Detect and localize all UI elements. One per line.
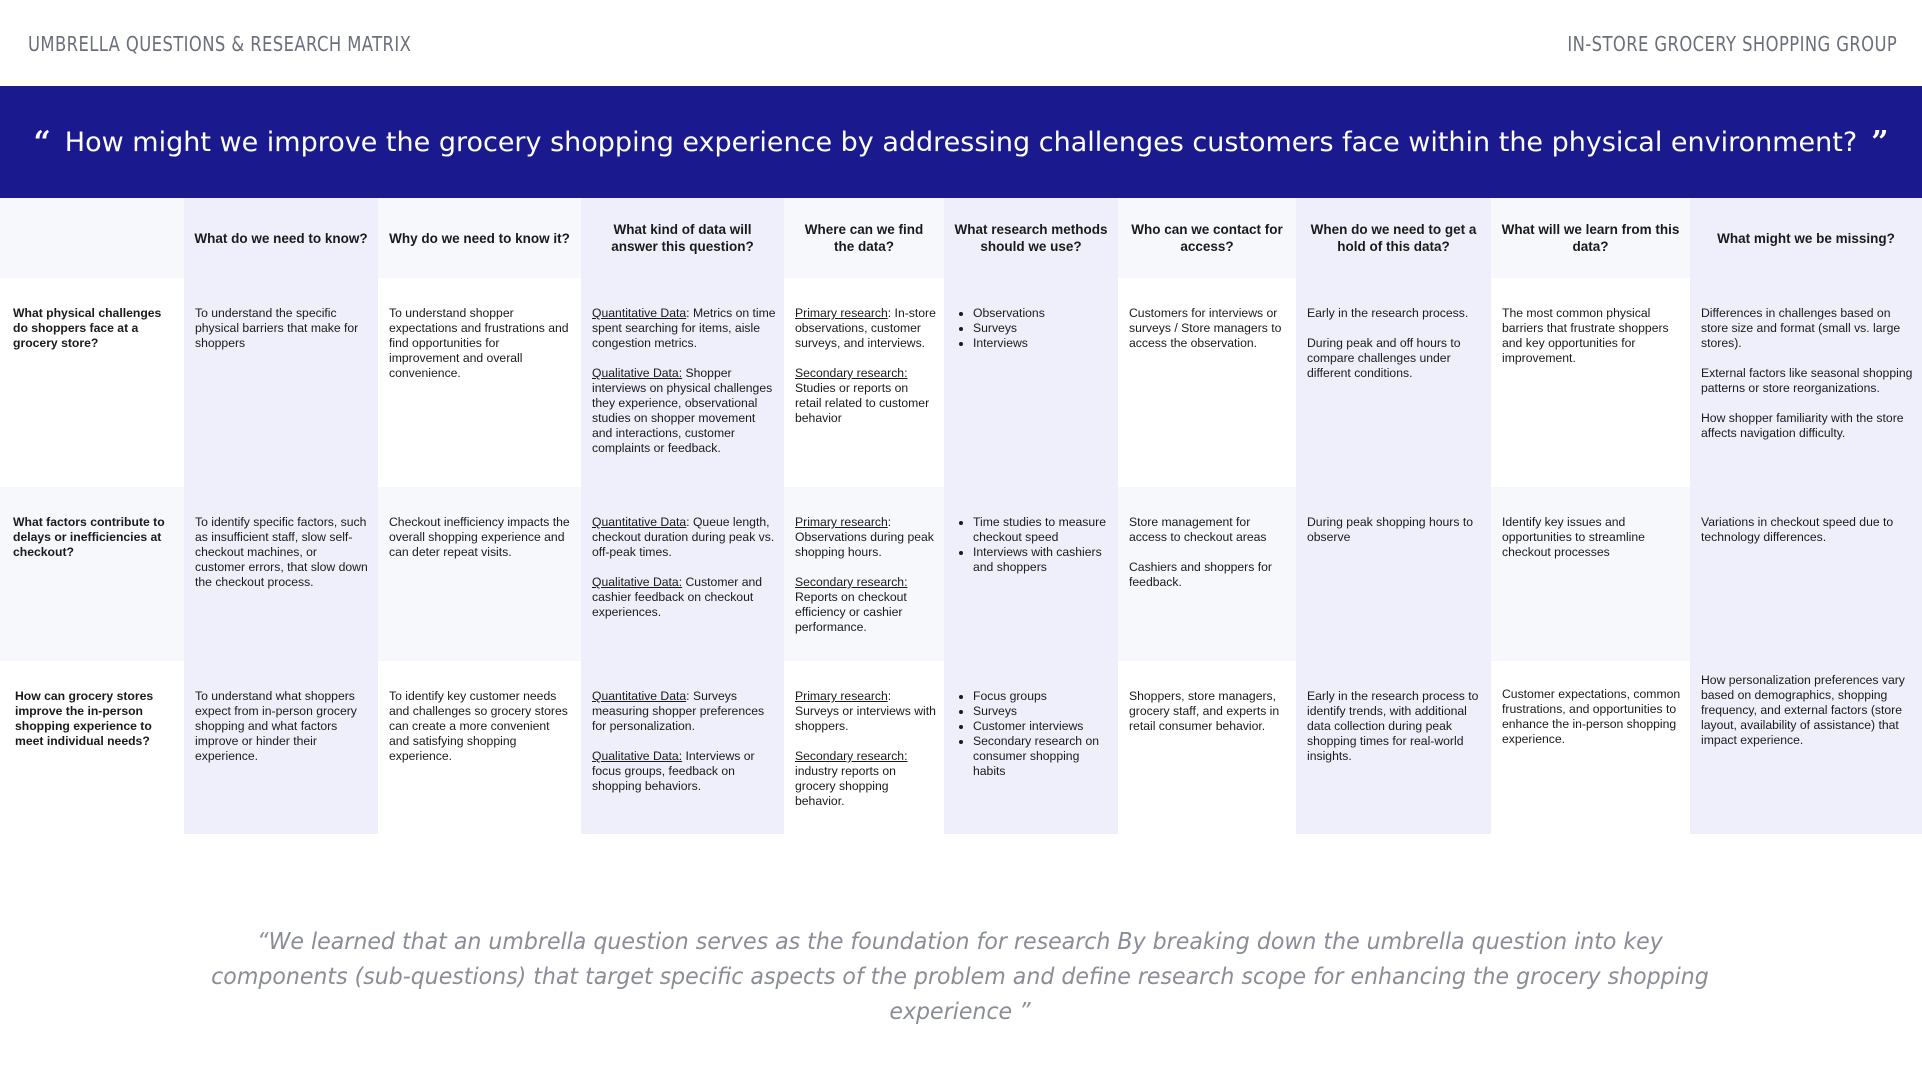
header-missing: What might we be missing? bbox=[1690, 198, 1922, 278]
cell-know: To understand what shoppers expect from in-person grocery shopping and what factors improve or hinder their experience. bbox=[184, 661, 378, 834]
cell-know: To understand the specific physical barriers that make for shoppers bbox=[184, 278, 378, 487]
cell-data-kind: Quantitative Data: Queue length, checkout duration during peak vs. off-peak times. Qualitative Data: Customer and cashier feedback on checkout experiences. bbox=[581, 487, 784, 661]
cell-data-kind: Quantitative Data: Metrics on time spent searching for items, aisle congestion metrics. Qualitative Data: Shopper interviews on physical challenges they experience, observational studies on shopper movement and interactions, customer complaints or feedback. bbox=[581, 278, 784, 487]
header-when: When do we need to get a hold of this data? bbox=[1296, 198, 1491, 278]
cell-data-kind: Quantitative Data: Surveys measuring shopper preferences for personalization. Qualitative Data: Interviews or focus groups, feedback on shopping behaviors. bbox=[581, 661, 784, 834]
header-methods: What research methods should we use? bbox=[944, 198, 1118, 278]
list-item: • Observations bbox=[973, 306, 1110, 321]
list-item: • Surveys bbox=[973, 321, 1110, 336]
research-matrix bbox=[0, 198, 1922, 834]
cell-missing: Differences in challenges based on store size and format (small vs. large stores). External factors like seasonal shopping patterns or store reorganizations. How shopper familiarity with the store affects navigation difficulty. bbox=[1690, 278, 1922, 487]
cell-where: Primary research: In-store observations, customer surveys, and interviews. Secondary research: Studies or reports on retail related to customer behavior bbox=[784, 278, 944, 487]
header-data-kind: What kind of data will answer this question? bbox=[581, 198, 784, 278]
list-item: • Surveys bbox=[973, 704, 1110, 719]
header-what-to-know: What do we need to know? bbox=[184, 198, 378, 278]
header-corner bbox=[0, 198, 184, 278]
cell-contact: Store management for access to checkout areas Cashiers and shoppers for feedback. bbox=[1118, 487, 1296, 661]
list-item: • Time studies to measure checkout speed bbox=[973, 515, 1110, 545]
cell-methods bbox=[944, 487, 1118, 661]
list-item: • Interviews bbox=[973, 336, 1110, 351]
cell-methods bbox=[944, 278, 1118, 487]
header-where-find: Where can we find the data? bbox=[784, 198, 944, 278]
cell-why: To identify key customer needs and challenges so grocery stores can create a more convenient and satisfying shopping experience. bbox=[378, 661, 581, 834]
cell-when: During peak shopping hours to observe bbox=[1296, 487, 1491, 661]
row-question: How can grocery stores improve the in-person shopping experience to meet individual needs? bbox=[0, 661, 184, 834]
cell-when: Early in the research process. During peak and off hours to compare challenges under different conditions. bbox=[1296, 278, 1491, 487]
close-quote-mark: ” bbox=[1871, 124, 1889, 160]
cell-where: Primary research: Observations during peak shopping hours. Secondary research: Reports on checkout efficiency or cashier performance. bbox=[784, 487, 944, 661]
group-name: IN-STORE GROCERY SHOPPING GROUP bbox=[1567, 32, 1897, 56]
cell-methods bbox=[944, 661, 1118, 834]
cell-learn: Customer expectations, common frustrations, and opportunities to enhance the in-person shopping experience. bbox=[1491, 661, 1690, 834]
cell-why: Checkout inefficiency impacts the overall shopping experience and can deter repeat visits. bbox=[378, 487, 581, 661]
umbrella-question: How might we improve the grocery shopping experience by addressing challenges customers face within the physical environment? bbox=[64, 126, 1858, 158]
cell-missing: Variations in checkout speed due to technology differences. bbox=[1690, 487, 1922, 661]
open-quote-mark: “ bbox=[33, 124, 51, 160]
cell-contact: Customers for interviews or surveys / Store managers to access the observation. bbox=[1118, 278, 1296, 487]
cell-why: To understand shopper expectations and frustrations and find opportunities for improvement and overall convenience. bbox=[378, 278, 581, 487]
cell-know: To identify specific factors, such as insufficient staff, slow self-checkout machines, or customer errors, that slow down the checkout process. bbox=[184, 487, 378, 661]
cell-learn: Identify key issues and opportunities to streamline checkout processes bbox=[1491, 487, 1690, 661]
list-item: • Secondary research on consumer shopping habits bbox=[973, 734, 1110, 779]
deck-title: UMBRELLA QUESTIONS & RESEARCH MATRIX bbox=[28, 32, 412, 56]
cell-where: Primary research: Surveys or interviews with shoppers. Secondary research: industry reports on grocery shopping behavior. bbox=[784, 661, 944, 834]
list-item: • Interviews with cashiers and shoppers bbox=[973, 545, 1110, 575]
cell-when: Early in the research process to identify trends, with additional data collection during peak shopping times for real-world insights. bbox=[1296, 661, 1491, 834]
header-contact: Who can we contact for access? bbox=[1118, 198, 1296, 278]
header-learn: What will we learn from this data? bbox=[1491, 198, 1690, 278]
list-item: • Focus groups bbox=[973, 689, 1110, 704]
cell-learn: The most common physical barriers that frustrate shoppers and key opportunities for improvement. bbox=[1491, 278, 1690, 487]
header-why-know: Why do we need to know it? bbox=[378, 198, 581, 278]
cell-missing: How personalization preferences vary based on demographics, shopping frequency, and external factors (store layout, availability of assistance) that impact experience. bbox=[1690, 661, 1922, 834]
umbrella-question-banner bbox=[0, 86, 1922, 198]
key-takeaway-quote: “We learned that an umbrella question serves as the foundation for research By breaking down the umbrella question into key components (sub-questions) that target specific aspects of the problem and define research scope for enhancing the grocery shopping experience ” bbox=[211, 929, 1709, 1025]
list-item: • Customer interviews bbox=[973, 719, 1110, 734]
row-question: What physical challenges do shoppers face at a grocery store? bbox=[0, 278, 184, 487]
row-question: What factors contribute to delays or inefficiencies at checkout? bbox=[0, 487, 184, 661]
cell-contact: Shoppers, store managers, grocery staff, and experts in retail consumer behavior. bbox=[1118, 661, 1296, 834]
